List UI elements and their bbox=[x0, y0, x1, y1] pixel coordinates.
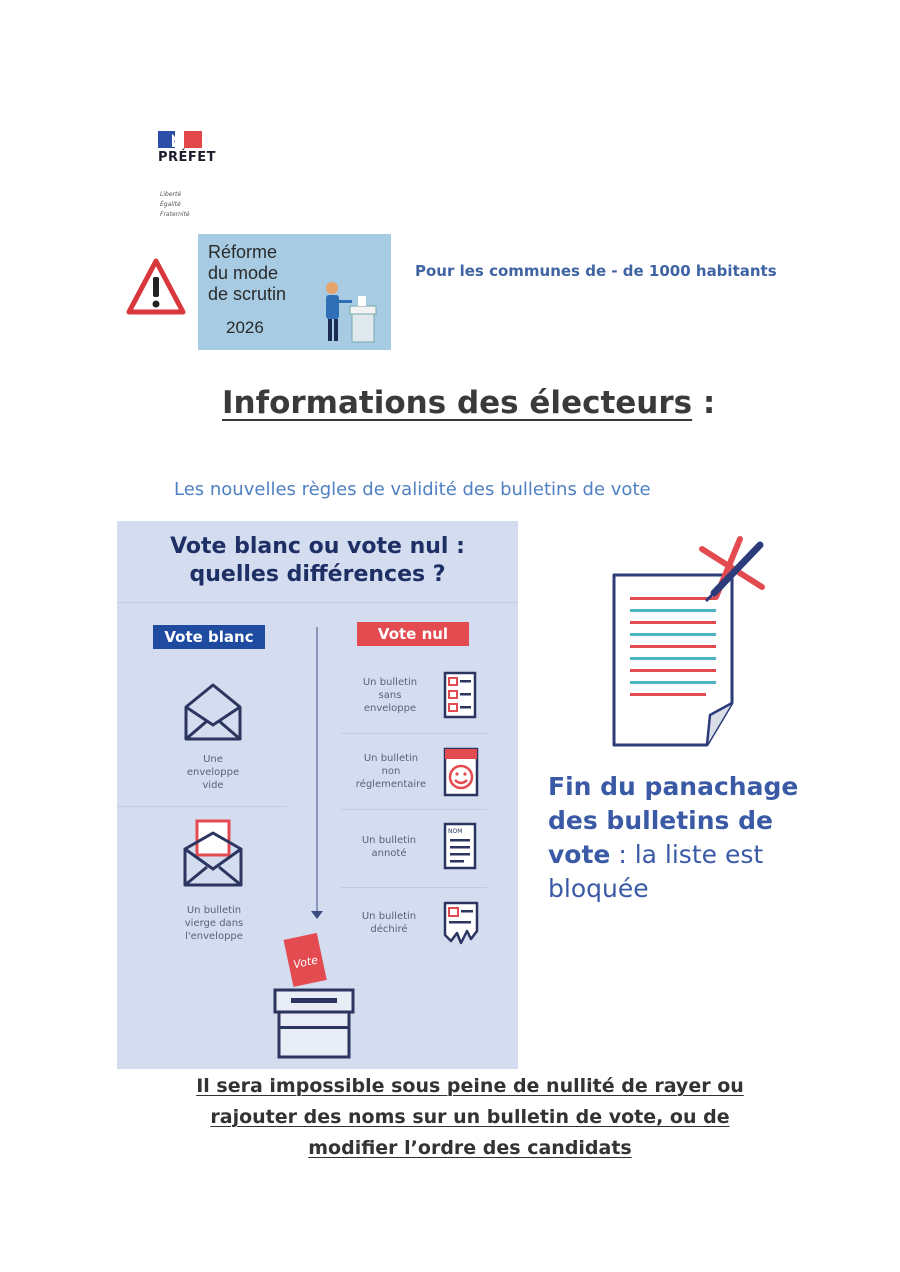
infographic-title: Vote blanc ou vote nul : quelles différences ? bbox=[170, 534, 465, 587]
warning-icon bbox=[125, 257, 187, 317]
vote-infographic bbox=[117, 521, 518, 1069]
divider bbox=[341, 809, 487, 810]
empty-envelope-icon bbox=[183, 679, 243, 743]
annotated-ballot-icon bbox=[443, 822, 477, 870]
subtitle: Les nouvelles règles de validité des bulletins de vote bbox=[174, 479, 651, 500]
republic-motto: Liberté Égalité Fraternité bbox=[160, 191, 190, 218]
ballot-list-icon bbox=[443, 671, 477, 719]
ballot-vote-label: Vote bbox=[292, 953, 320, 972]
torn-ballot-icon bbox=[443, 901, 479, 945]
arrow-down-icon bbox=[311, 911, 323, 919]
audience-note: Pour les communes de - de 1000 habitants bbox=[415, 262, 777, 280]
vote-nul-badge: Vote nul bbox=[357, 622, 469, 646]
ballot-box-icon bbox=[269, 926, 359, 1061]
prefet-label: PRÉFET bbox=[158, 150, 217, 165]
fin-panachage-text: Fin du panachage des bulletins de vote : la liste est bloquée bbox=[548, 772, 799, 903]
annotated-tag: NOM bbox=[448, 828, 463, 835]
blank-ballot-envelope-icon bbox=[181, 819, 245, 889]
vote-blanc-badge: Vote blanc bbox=[153, 625, 265, 649]
divider bbox=[117, 602, 518, 603]
reform-banner bbox=[198, 234, 391, 350]
divider bbox=[117, 806, 287, 807]
ballot-document-crossed-icon bbox=[592, 535, 772, 750]
voter-illustration bbox=[308, 274, 388, 346]
column-divider bbox=[316, 627, 318, 917]
annotated-caption: Un bulletin annoté bbox=[361, 835, 417, 859]
republic-flag-logo bbox=[158, 131, 202, 148]
torn-caption: Un bulletin déchiré bbox=[361, 911, 417, 935]
non-regulatory-caption: Un bulletin non réglementaire bbox=[355, 753, 427, 790]
blank-ballot-caption: Un bulletin vierge dans l'enveloppe bbox=[184, 905, 244, 942]
divider bbox=[341, 887, 487, 888]
reform-title: Réforme du mode de scrutin bbox=[208, 242, 287, 304]
divider bbox=[341, 733, 487, 734]
page-title: Informations des électeurs : bbox=[222, 385, 716, 421]
nullity-warning: Il sera impossible sous peine de nullité de rayer ou rajouter des noms sur un bulletin de vote, ou de modifier l’ordre des candidats bbox=[196, 1075, 744, 1159]
smiley-ballot-icon bbox=[443, 747, 479, 797]
no-envelope-caption: Un bulletin sans enveloppe bbox=[362, 677, 418, 714]
reform-year: 2026 bbox=[226, 318, 264, 337]
empty-envelope-caption: Une enveloppe vide bbox=[186, 754, 240, 791]
